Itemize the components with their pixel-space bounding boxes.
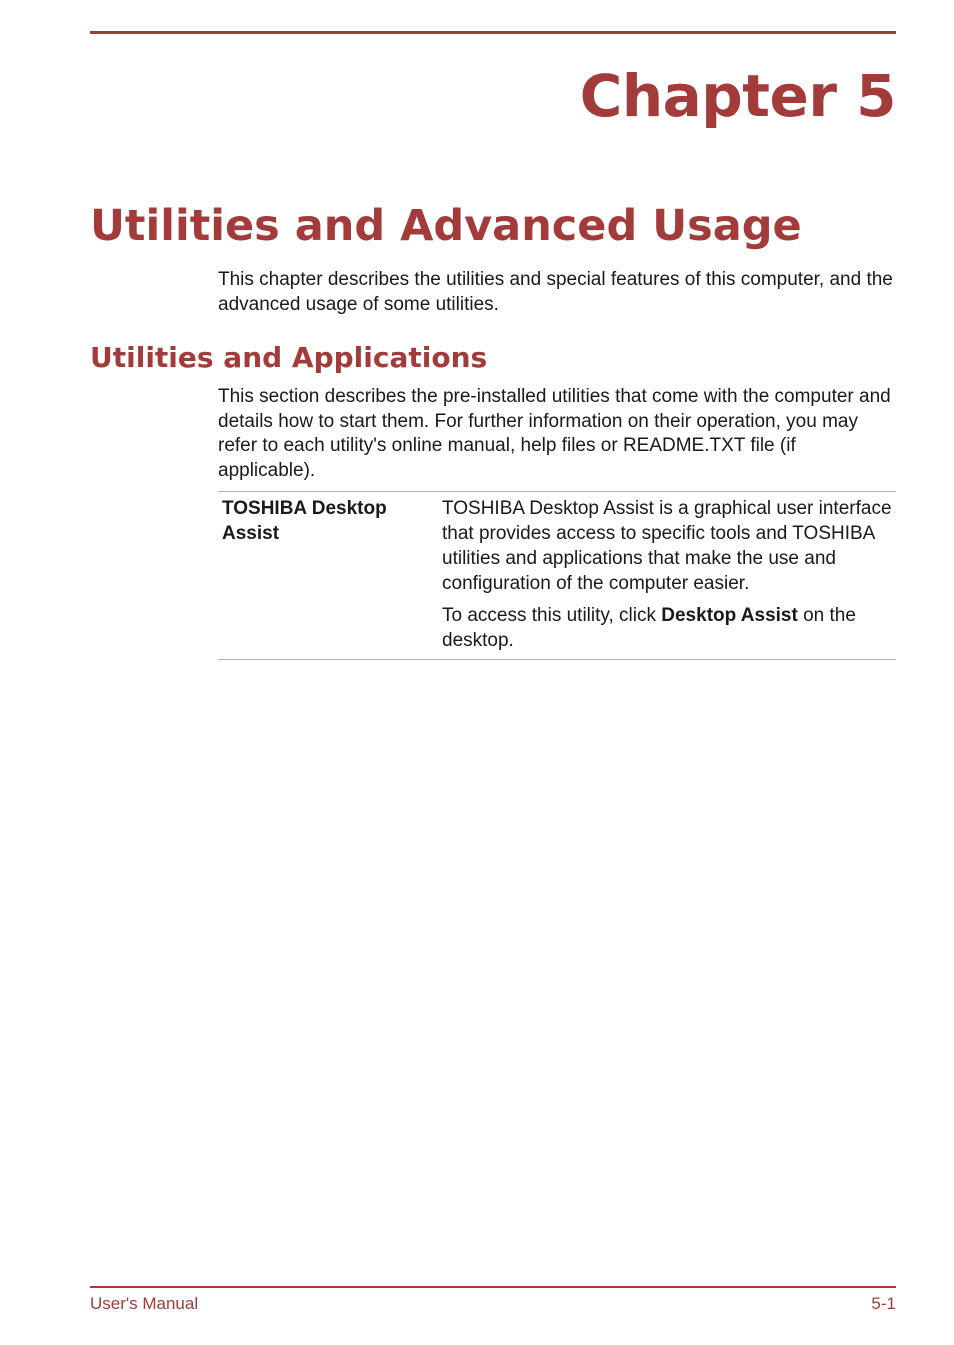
footer-manual-label: User's Manual <box>90 1294 199 1313</box>
section-title: Utilities and Applications <box>90 341 488 374</box>
section-paragraph: This section describes the pre-installed utilities that come with the computer and details how to start them. For further information on their operation, you may refer to each utility's online manual, help files or README.TXT file (if applicable). <box>218 386 891 481</box>
chapter-title: Chapter 5 <box>579 62 896 130</box>
utilities-table <box>218 491 896 660</box>
table-row <box>218 492 896 659</box>
utility-access-instruction <box>442 603 896 653</box>
access-suffix: on the desktop. <box>442 605 856 651</box>
top-rule <box>90 31 896 34</box>
utility-name: TOSHIBA Desktop Assist <box>222 498 387 544</box>
access-prefix: To access this utility, click <box>442 605 662 626</box>
utility-description: TOSHIBA Desktop Assist is a graphical user interface that provides access to specific tools and TOSHIBA utilities and applications that make the use and configuration of the computer easier. <box>442 498 892 594</box>
bottom-rule <box>90 1286 896 1288</box>
intro-paragraph: This chapter describes the utilities and special features of this computer, and the advanced usage of some utilities. <box>218 269 893 315</box>
page-title: Utilities and Advanced Usage <box>90 201 802 251</box>
page-number: 5-1 <box>871 1294 896 1313</box>
access-target: Desktop Assist <box>661 605 798 626</box>
utility-description-cell <box>442 496 896 653</box>
